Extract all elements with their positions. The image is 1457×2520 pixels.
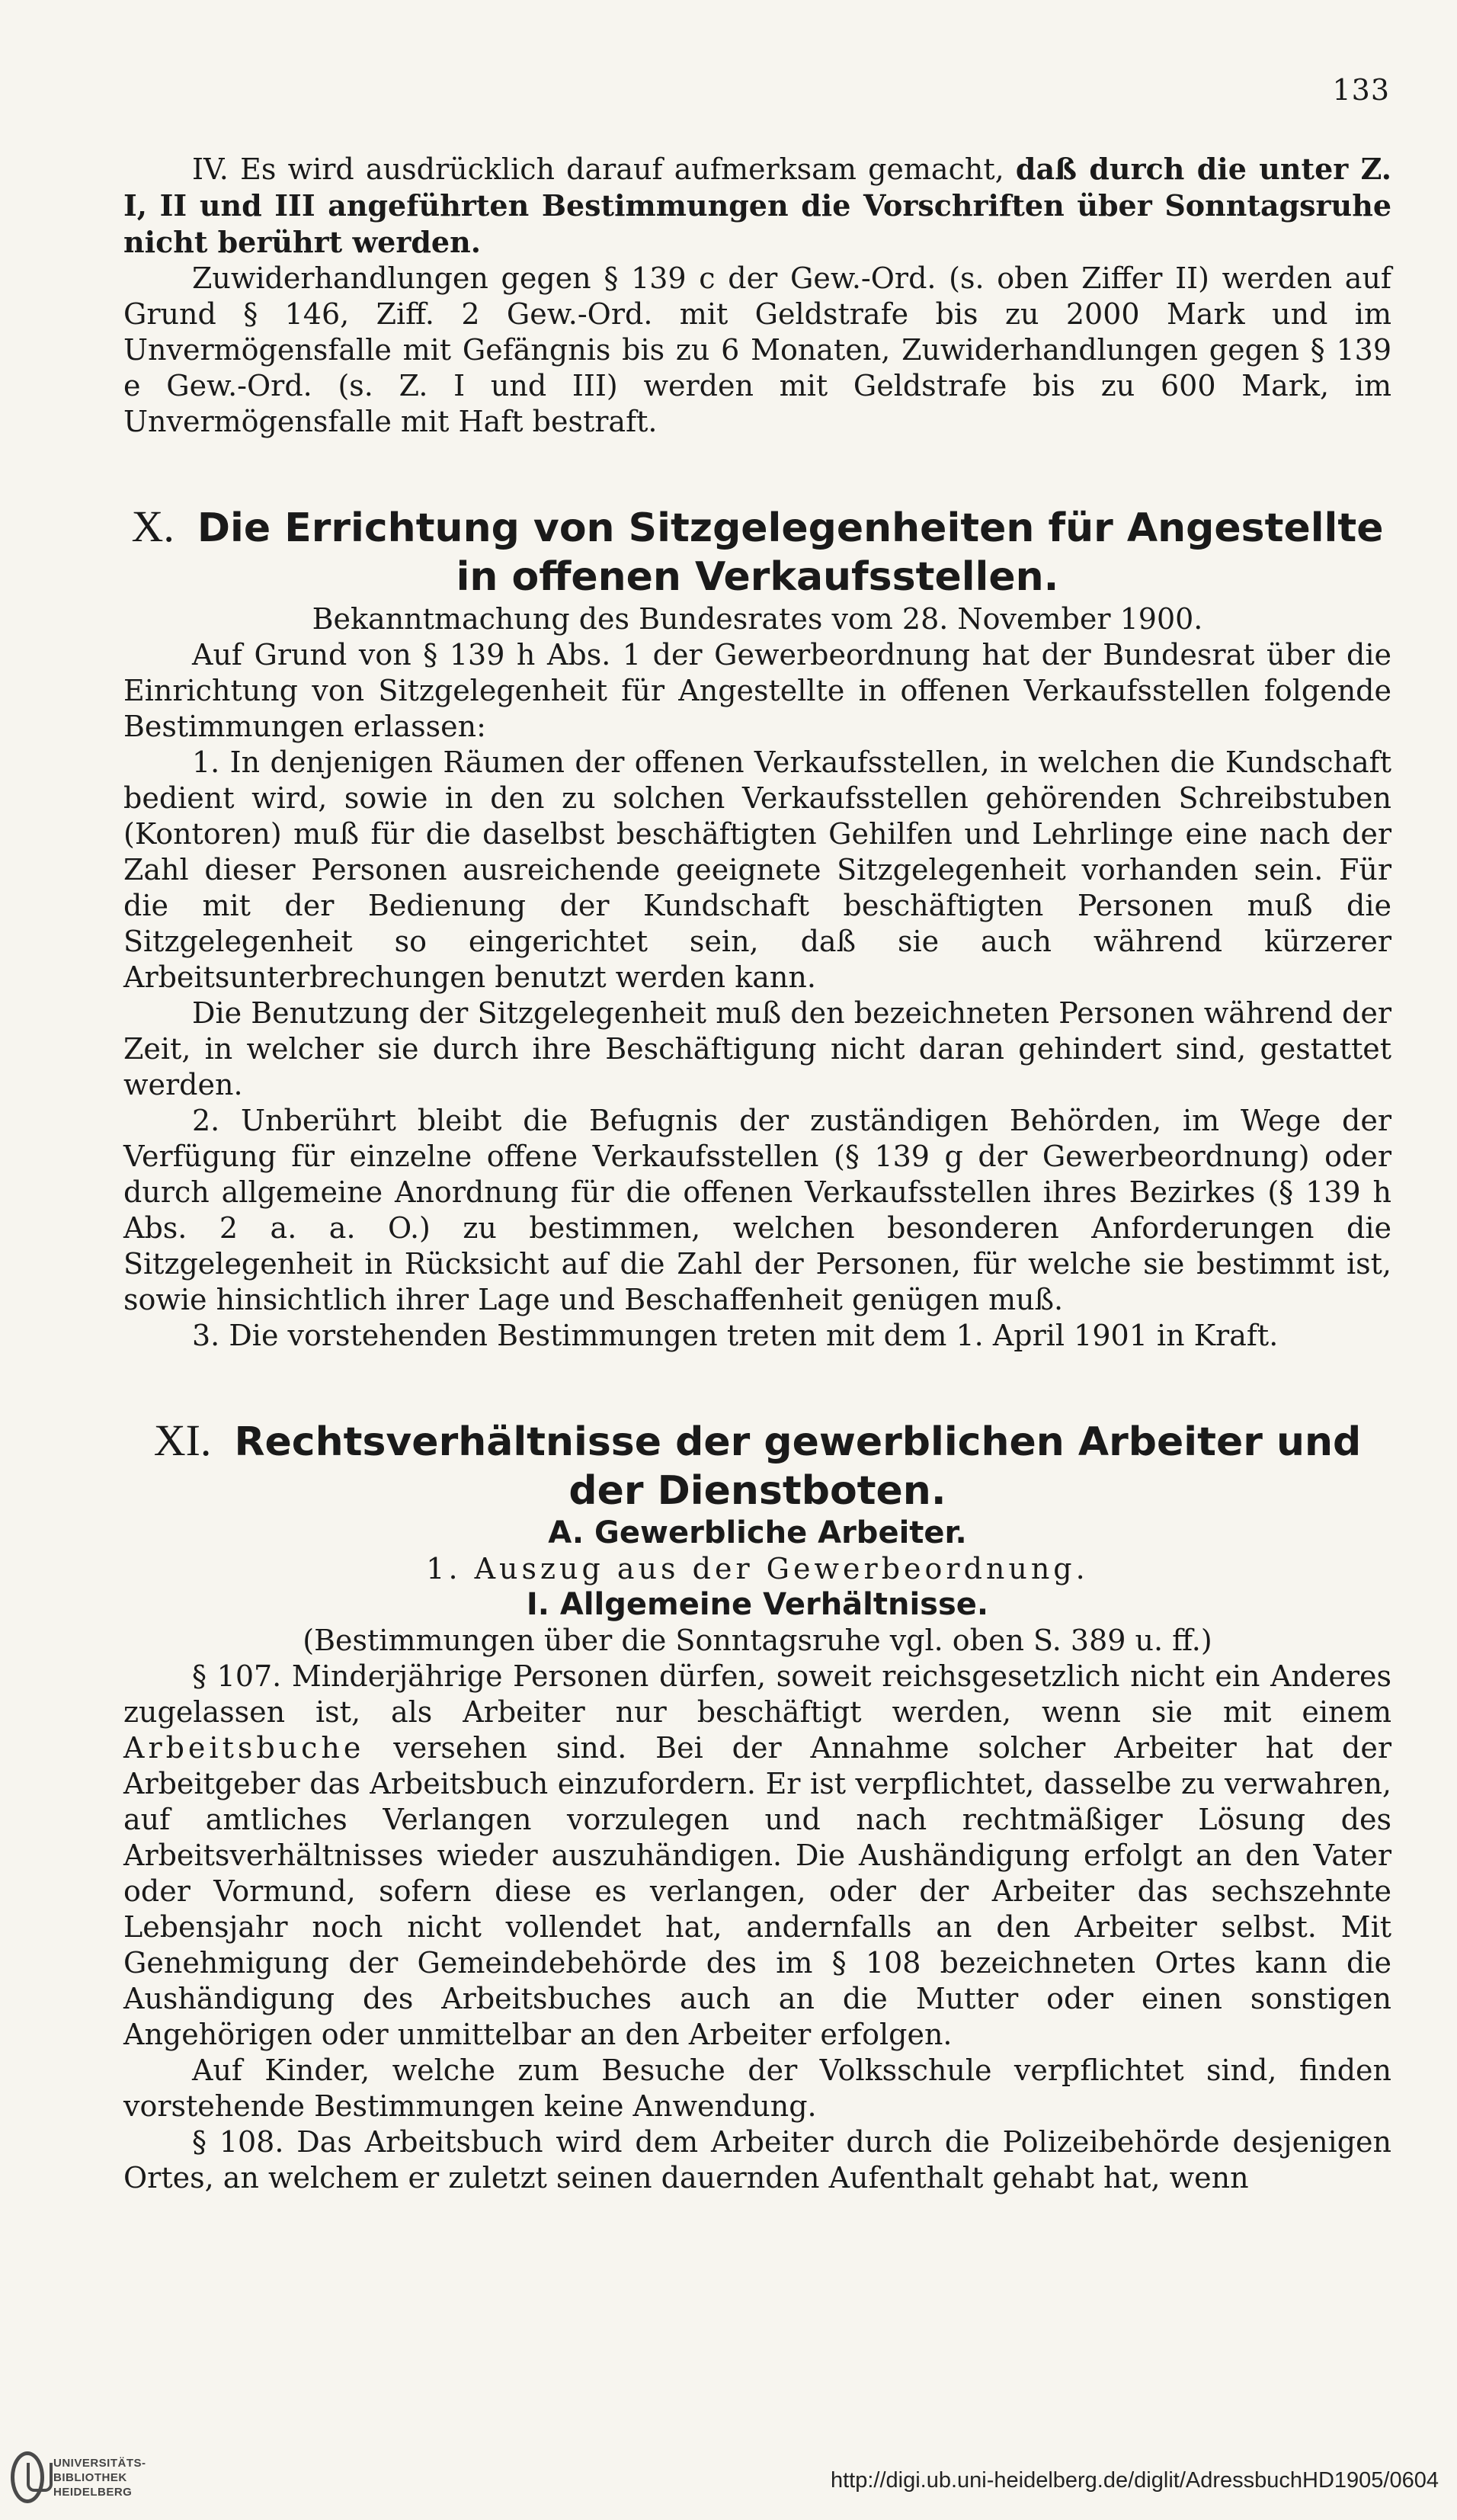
section-ix-penalties: Zuwiderhandlungen gegen § 139 c der Gew.-Ord. (s. oben Ziffer II) werden auf Grund § 146, Ziff. 2 Gew.-Ord. mit Geldstrafe bis zu 2000 Mark und im Unvermögensfalle mit Gefängnis bis zu 6 Monaten, Zuwiderhandlungen gegen § 139 e Gew.-Ord. (s. Z. I und III) werden mit Geldstrafe bis zu 600 Mark, im Unvermögensfalle mit Haft bestraft.	[123, 261, 1391, 438]
section-xi-note: (Bestimmungen über die Sonntagsruhe vgl. oben S. 389 u. ff.)	[303, 1624, 1212, 1657]
section-xi-sub-i: I. Allgemeine Verhältnisse.	[526, 1587, 989, 1622]
footer	[0, 2429, 1457, 2520]
section-x-paragraph-1b: Die Benutzung der Sitzgelegenheit muß den bezeichneten Personen während der Zeit, in welcher sie durch ihre Beschäftigung nicht daran gehindert sind, gestattet werden.	[123, 996, 1391, 1101]
section-xi-title: Rechtsverhältnisse der gewerblichen Arbeiter und der Dienstboten.	[234, 1419, 1362, 1514]
section-x-paragraph-3: 3. Die vorstehenden Bestimmungen treten mit dem 1. April 1901 in Kraft.	[192, 1319, 1279, 1352]
library-logo-text: UNIVERSITÄTS- BIBLIOTHEK HEIDELBERG	[53, 2456, 146, 2499]
page-number: 133	[1332, 73, 1390, 107]
section-xi-heading	[123, 1416, 1391, 1515]
paragraph-107-children: Auf Kinder, welche zum Besuche der Volksschule verpflichtet sind, finden vorstehende Bestimmungen keine Anwendung.	[123, 2054, 1391, 2123]
notice-text: IV. Es wird ausdrücklich darauf aufmerksam gemacht,	[192, 152, 1016, 186]
paragraph-107-rest: versehen sind. Bei der Annahme solcher Arbeiter hat der Arbeitgeber das Arbeitsbuch einzufordern. Er ist verpflichtet, dasselbe zu verwahren, auf amtliches Verlangen vorzulegen und nach rechtmäßiger Lösung des Arbeitsverhältnisses wieder auszuhändigen. Die Aushändigung erfolgt an den Vater oder Vormund, sofern diese es verlangen, oder der Arbeiter das sechszehnte Lebensjahr noch nicht vollendet hat, andernfalls an den Arbeiter selbst. Mit Genehmigung der Gemeindebehörde des im § 108 bezeichneten Ortes kann die Aushändigung des Arbeitsbuches auch an die Mutter oder einen sonstigen Angehörigen oder unmittelbar an den Arbeiter erfolgen.	[123, 1731, 1391, 2051]
source-url-link[interactable]: http://digi.ub.uni-heidelberg.de/diglit/AdressbuchHD1905/0604	[830, 2468, 1439, 2493]
section-ix-notice	[123, 151, 1391, 261]
paragraph-107	[123, 1659, 1391, 2053]
notice-bold-text: daß durch die unter Z. I, II und III angeführten Bestimmungen die Vorschriften über Sonntagsruhe nicht berührt werden.	[123, 152, 1391, 259]
paragraph-108: § 108. Das Arbeitsbuch wird dem Arbeiter durch die Polizeibehörde desjenigen Ortes, an welchem er zuletzt seinen dauernden Aufenthalt gehabt hat, wenn	[123, 2125, 1391, 2195]
arbeitsbuch-term: Arbeitsbuche	[123, 1731, 365, 1765]
section-xi-sub-a: A. Gewerbliche Arbeiter.	[548, 1515, 967, 1550]
library-logo	[11, 2447, 201, 2508]
section-x-title: Die Errichtung von Sitzgelegenheiten für Angestellte in offenen Verkaufsstellen.	[197, 505, 1384, 600]
section-x-paragraph-2: 2. Unberührt bleibt die Befugnis der zuständigen Behörden, im Wege der Verfügung für einzelne offene Verkaufsstellen (§ 139 g der Gewerbeordnung) oder durch allgemeine Anordnung für die offenen Verkaufsstellen ihres Bezirkes (§ 139 h Abs. 2 a. a. O.) zu bestimmen, welchen besonderen Anforderungen die Sitzgelegenheit in Rücksicht auf die Zahl der Personen, für welche sie bestimmt ist, sowie hinsichtlich ihrer Lage und Beschaffenheit genügen muß.	[123, 1104, 1391, 1316]
paragraph-107-start: § 107. Minderjährige Personen dürfen, soweit reichsgesetzlich nicht ein Anderes zugelassen ist, als Arbeiter nur beschäftigt werden, wenn sie mit einem	[123, 1659, 1391, 1729]
section-x-number: X.	[131, 502, 175, 551]
library-seal-icon	[11, 2451, 44, 2503]
section-x-heading	[123, 502, 1391, 601]
section-xi-sub-1: 1. Auszug aus der Gewerbeordnung.	[426, 1552, 1089, 1585]
section-x-announcement: Bekanntmachung des Bundesrates vom 28. November 1900.	[312, 602, 1203, 636]
section-x-intro: Auf Grund von § 139 h Abs. 1 der Gewerbeordnung hat der Bundesrat über die Einrichtung von Sitzgelegenheit für Angestellte in offenen Verkaufsstellen folgende Bestimmungen erlassen:	[123, 638, 1391, 743]
section-x-paragraph-1: 1. In denjenigen Räumen der offenen Verkaufsstellen, in welchen die Kundschaft bedient wird, sowie in den zu solchen Verkaufsstellen gehörenden Schreibstuben (Kontoren) muß für die daselbst beschäftigten Gehilfen und Lehrlinge eine nach der Zahl dieser Personen ausreichende geeignete Sitzgelegenheit vorhanden sein. Für die mit der Bedienung der Kundschaft beschäftigten Personen muß die Sitzgelegenheit so eingerichtet sein, daß sie auch während kürzerer Arbeitsunterbrechungen benutzt werden kann.	[123, 745, 1391, 994]
section-xi-number: XI.	[153, 1415, 212, 1465]
page-content	[123, 151, 1391, 2196]
